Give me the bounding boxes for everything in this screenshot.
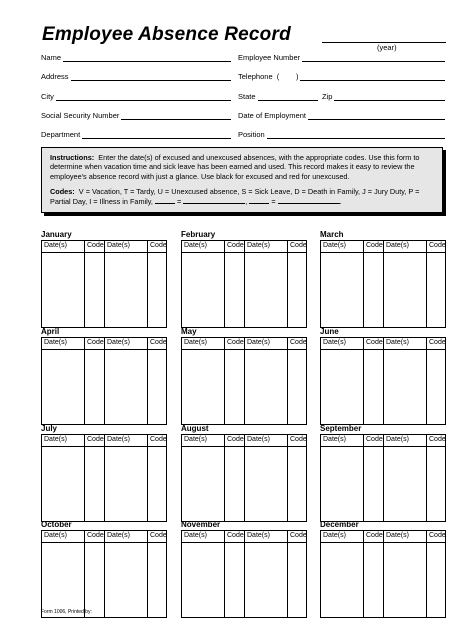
dates-header: Date(s) [323,242,346,249]
dates-header: Date(s) [107,242,130,249]
column-divider [383,531,384,617]
column-divider [426,338,427,424]
dates-header: Date(s) [323,339,346,346]
state-label: State [238,92,256,101]
column-divider [84,435,85,521]
employee-number-field[interactable] [238,53,445,62]
code-header: Code [227,436,244,443]
code-header: Code [290,532,307,539]
month-table-april[interactable] [41,337,167,425]
zip-label: Zip [322,92,333,101]
column-divider [84,241,85,327]
month-table-december[interactable] [320,530,446,618]
code-header: Code [429,532,446,539]
position-label: Position [238,130,265,139]
column-divider [244,241,245,327]
code-header: Code [227,532,244,539]
code-header: Code [227,242,244,249]
month-table-june[interactable] [320,337,446,425]
dates-header: Date(s) [184,532,207,539]
column-divider [104,338,105,424]
column-divider [84,531,85,617]
code-header: Code [150,436,167,443]
name-label: Name [41,53,62,62]
month-label-may: May [181,327,197,336]
code-header: Code [87,242,104,249]
month-table-september[interactable] [320,434,446,522]
telephone-label: Telephone ( ) [238,72,299,81]
dates-header: Date(s) [386,339,409,346]
custom-code-2-blank[interactable] [249,197,269,204]
telephone-field[interactable] [238,72,445,81]
month-table-october[interactable] [41,530,167,618]
column-divider [383,338,384,424]
column-divider [224,241,225,327]
address-label: Address [41,72,69,81]
dates-header: Date(s) [184,436,207,443]
column-divider [287,435,288,521]
code-header: Code [227,339,244,346]
dates-header: Date(s) [184,242,207,249]
column-divider [426,531,427,617]
position-field[interactable] [238,130,445,139]
custom-code-1-meaning-blank[interactable] [183,196,248,206]
month-label-june: June [320,327,339,336]
month-label-july: July [41,424,58,433]
form-footer: Form 1006, Printed by: [41,609,92,615]
dates-header: Date(s) [107,339,130,346]
month-label-march: March [320,230,344,239]
dates-header: Date(s) [247,339,270,346]
instructions-label: Instructions: [50,153,95,162]
equals-sign: = [271,196,276,206]
code-header: Code [429,339,446,346]
month-label-november: November [181,520,221,529]
code-header: Code [290,436,307,443]
equals-sign: = [177,196,182,206]
column-divider [244,435,245,521]
ssn-field[interactable] [41,111,231,120]
column-divider [363,338,364,424]
column-divider [147,241,148,327]
column-divider [244,338,245,424]
address-field[interactable] [41,72,231,81]
date-of-employment-label: Date of Employment [238,111,306,120]
custom-code-1-blank[interactable] [155,197,175,204]
date-of-employment-field[interactable] [238,111,445,120]
dates-header: Date(s) [44,436,67,443]
dates-header: Date(s) [323,532,346,539]
column-divider [104,531,105,617]
code-header: Code [150,339,167,346]
column-divider [104,435,105,521]
dates-header: Date(s) [44,242,67,249]
zip-field[interactable] [322,92,445,101]
month-table-march[interactable] [320,240,446,328]
month-label-april: April [41,327,60,336]
month-label-january: January [41,230,72,239]
department-label: Department [41,130,81,139]
column-divider [383,435,384,521]
ssn-label: Social Security Number [41,111,120,120]
dates-header: Date(s) [184,339,207,346]
dates-header: Date(s) [247,242,270,249]
dates-header: Date(s) [247,532,270,539]
dates-header: Date(s) [386,532,409,539]
code-header: Code [366,532,383,539]
instructions-box [41,147,443,213]
month-table-november[interactable] [181,530,307,618]
month-label-august: August [181,424,209,433]
codes-text: V = Vacation, T = Tardy, U = Unexcused absence, S = Sick Leave, D = Death in Family, J = Jury Duty, P = Partial Day, I = Illness in Family, [50,187,420,206]
dates-header: Date(s) [323,436,346,443]
month-table-may[interactable] [181,337,307,425]
custom-code-2-meaning-blank[interactable] [278,197,340,204]
dates-header: Date(s) [386,436,409,443]
code-header: Code [87,339,104,346]
dates-header: Date(s) [44,339,67,346]
codes-label: Codes: [50,187,75,197]
column-divider [363,531,364,617]
column-divider [224,435,225,521]
instructions-text: Enter the date(s) of excused and unexcused absences, with the appropriate codes. Use this form to determine when vacation time and sick leave has been earned and used. This record makes it easy to review the employee's absence record with just a glance. Use black for excused and red for unexcused. [50,153,420,181]
column-divider [224,338,225,424]
month-table-january[interactable] [41,240,167,328]
month-label-september: September [320,424,362,433]
column-divider [363,241,364,327]
name-field[interactable] [41,53,231,62]
code-header: Code [366,339,383,346]
period: . [339,196,342,206]
column-divider [84,338,85,424]
dates-header: Date(s) [107,532,130,539]
month-label-december: December [320,520,359,529]
code-header: Code [87,436,104,443]
column-divider [287,338,288,424]
code-header: Code [429,242,446,249]
code-header: Code [366,436,383,443]
column-divider [147,338,148,424]
dates-header: Date(s) [386,242,409,249]
city-label: City [41,92,54,101]
month-table-february[interactable] [181,240,307,328]
dates-header: Date(s) [44,532,67,539]
code-header: Code [290,339,307,346]
column-divider [426,435,427,521]
column-divider [224,531,225,617]
column-divider [244,531,245,617]
code-header: Code [429,436,446,443]
city-field[interactable] [41,92,231,101]
dates-header: Date(s) [107,436,130,443]
month-table-july[interactable] [41,434,167,522]
column-divider [147,531,148,617]
column-divider [104,241,105,327]
comma: , [245,196,248,206]
column-divider [363,435,364,521]
employee-number-label: Employee Number [238,53,301,62]
code-header: Code [150,242,167,249]
column-divider [147,435,148,521]
form-title: Employee Absence Record [42,24,291,45]
month-label-october: October [41,520,72,529]
code-header: Code [290,242,307,249]
month-table-august[interactable] [181,434,307,522]
codes-paragraph [50,187,434,206]
year-label: (year) [377,43,397,52]
state-field[interactable] [238,92,318,101]
column-divider [383,241,384,327]
column-divider [287,241,288,327]
dates-header: Date(s) [247,436,270,443]
department-field[interactable] [41,130,231,139]
instructions-paragraph [50,153,434,181]
column-divider [287,531,288,617]
code-header: Code [150,532,167,539]
code-header: Code [366,242,383,249]
column-divider [426,241,427,327]
month-label-february: February [181,230,216,239]
code-header: Code [87,532,104,539]
